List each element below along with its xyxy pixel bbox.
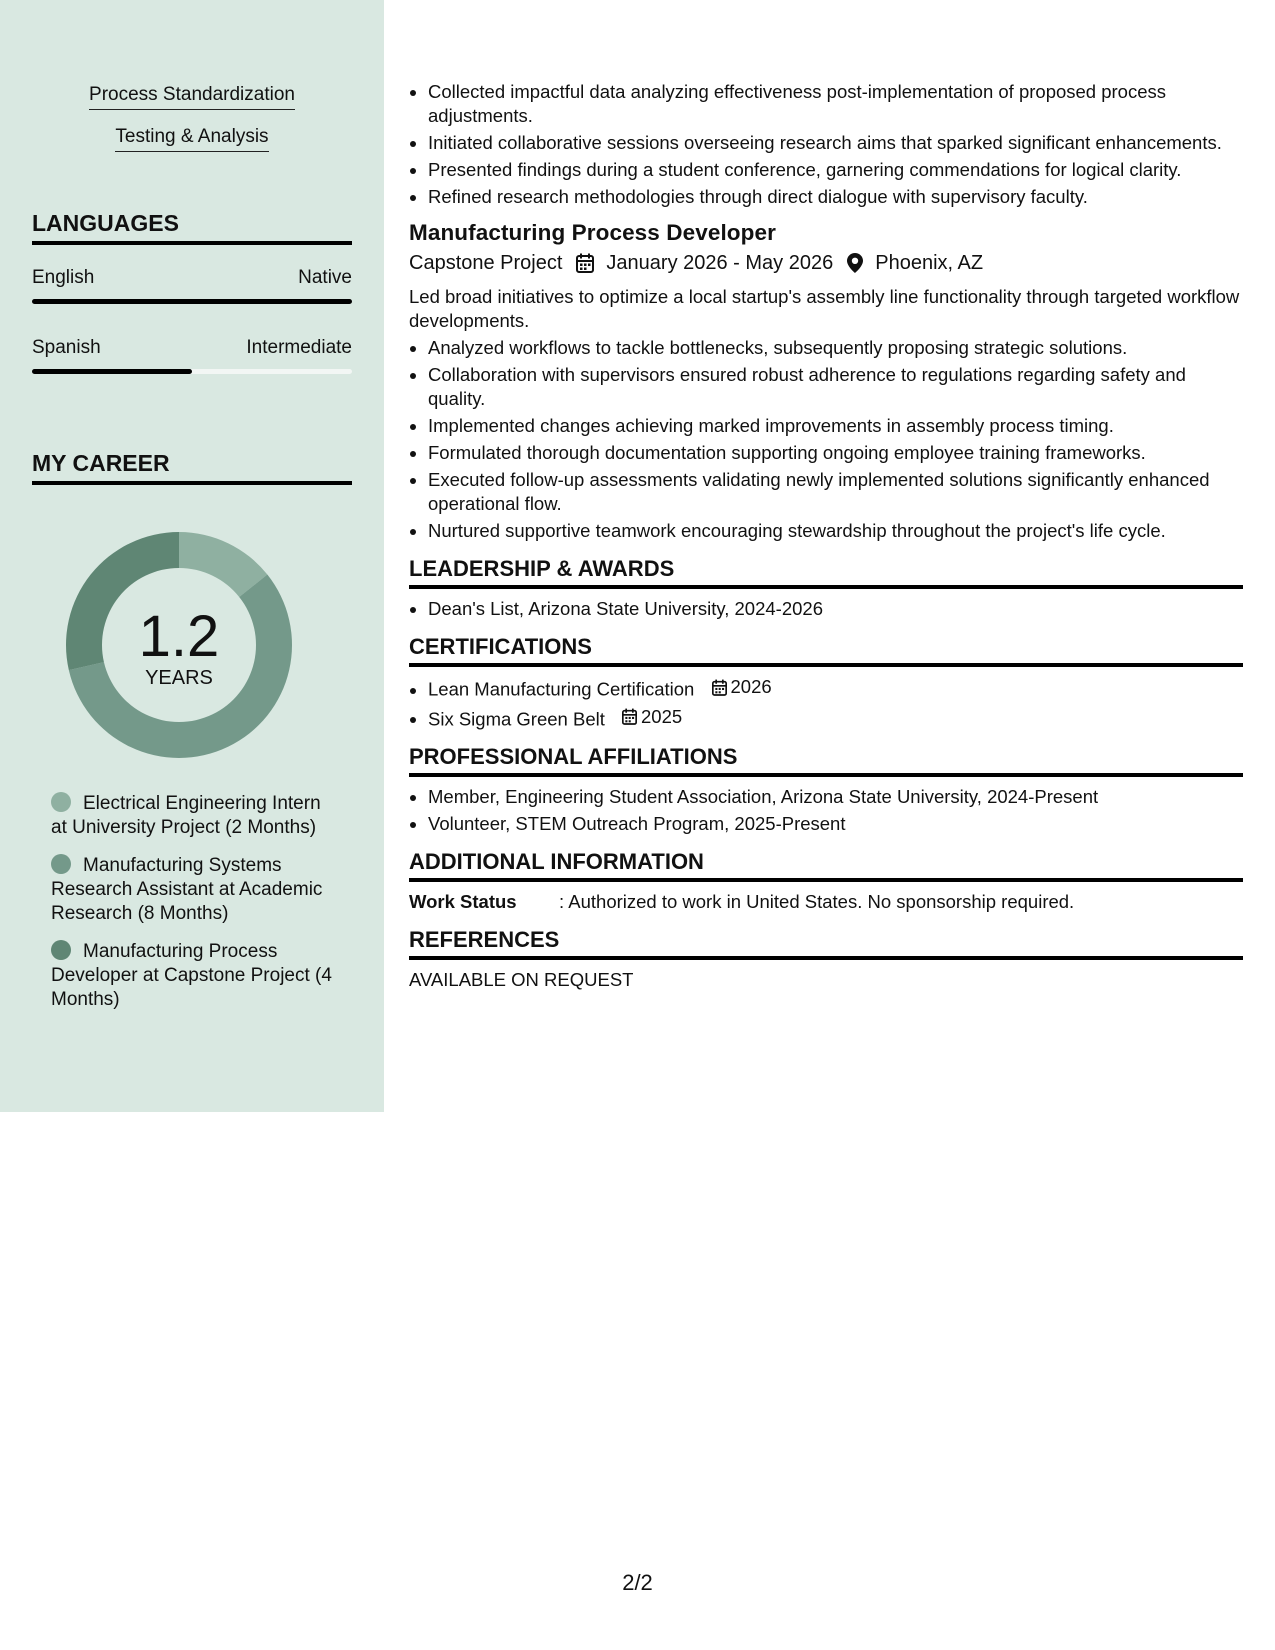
additional-info-row (409, 890, 1243, 914)
career-total: 1.2 (138, 604, 220, 669)
references-text: AVAILABLE ON REQUEST (409, 969, 634, 990)
language-bar-fill (32, 369, 192, 374)
skills-list (0, 84, 384, 168)
calendar-icon (712, 679, 727, 696)
job-bullets (409, 336, 1243, 543)
list-item: • Volunteer, STEM Outreach Program, 2025-Present (428, 812, 1243, 836)
certifications-list (409, 675, 1243, 731)
certification-year: 2025 (641, 705, 683, 727)
additional-info-heading: ADDITIONAL INFORMATION (409, 850, 1243, 882)
job-org: Capstone Project (409, 252, 563, 274)
career-unit: YEARS (145, 667, 213, 689)
job-location: Phoenix, AZ (875, 252, 984, 274)
calendar-icon (622, 708, 637, 725)
language-bar (32, 299, 352, 304)
list-item: • Implemented changes achieving marked improvements in assembly process timing. (428, 414, 1243, 438)
page-number: 2/2 (622, 1570, 653, 1595)
location-pin-icon (847, 253, 863, 273)
certification-year: 2026 (730, 676, 772, 697)
list-item: • Formulated thorough documentation supporting ongoing employee training frameworks. (428, 441, 1243, 465)
languages-heading: LANGUAGES (32, 210, 352, 245)
job-title: Manufacturing Process Developer (409, 220, 776, 245)
list-item: • Presented findings during a student conference, garnering commendations for logical clarity. (428, 158, 1243, 182)
list-item: • Collected impactful data analyzing effectiveness post-implementation of proposed process adjustments. (428, 80, 1243, 128)
sidebar (0, 0, 384, 1112)
list-item: • Executed follow-up assessments validating newly implemented solutions significantly enhanced operational flow. (428, 468, 1243, 516)
calendar-icon (576, 253, 594, 273)
main-content (409, 80, 1243, 992)
language-name: English (32, 267, 95, 288)
previous-job-bullets (409, 80, 1243, 209)
certification-name: Lean Manufacturing Certification (428, 678, 695, 700)
affiliations-list (409, 785, 1243, 836)
career-heading: MY CAREER (32, 450, 352, 485)
language-level: Intermediate (246, 337, 352, 358)
career-donut-chart (66, 532, 292, 758)
career-legend (51, 792, 341, 1026)
language-level: Native (298, 267, 352, 288)
list-item: • Refined research methodologies through direct dialogue with supervisory faculty. (428, 185, 1243, 209)
career-legend-label: Manufacturing Systems Research Assistant at Academic Research (8 Months) (51, 855, 323, 924)
list-item: • Analyzed workflows to tackle bottlenecks, subsequently proposing strategic solutions. (428, 336, 1243, 360)
certifications-heading: CERTIFICATIONS (409, 635, 1243, 667)
list-item: • Nurtured supportive teamwork encouraging stewardship throughout the project's life cycle. (428, 519, 1243, 543)
legend-dot-icon (51, 854, 71, 874)
list-item: • Collaboration with supervisors ensured robust adherence to regulations regarding safety and quality. (428, 363, 1243, 411)
work-status-label: Work Status (409, 891, 517, 912)
job-dates: January 2026 - May 2026 (606, 252, 834, 274)
career-legend-label: Manufacturing Process Developer at Capstone Project (4 Months) (51, 941, 332, 1010)
list-item: • Initiated collaborative sessions overseeing research aims that sparked significant enhancements. (428, 131, 1243, 155)
career-legend-item (51, 940, 341, 1012)
work-status-value: : Authorized to work in United States. No sponsorship required. (559, 891, 1075, 912)
language-bar (32, 369, 352, 374)
job-meta (409, 251, 1243, 275)
references-heading: REFERENCES (409, 928, 1243, 960)
career-legend-label: Electrical Engineering Intern at University Project (2 Months) (51, 793, 321, 838)
language-english (32, 267, 352, 304)
list-item: • Member, Engineering Student Association, Arizona State University, 2024-Present (428, 785, 1243, 809)
career-legend-item (51, 854, 341, 926)
certification-name: Six Sigma Green Belt (428, 708, 605, 729)
list-item: • Dean's List, Arizona State University, 2024-2026 (428, 597, 1243, 621)
legend-dot-icon (51, 940, 71, 960)
leadership-heading: LEADERSHIP & AWARDS (409, 557, 1243, 589)
language-name: Spanish (32, 337, 101, 358)
affiliations-heading: PROFESSIONAL AFFILIATIONS (409, 745, 1243, 777)
certification-item (428, 675, 1243, 702)
language-spanish (32, 337, 352, 374)
leadership-list (409, 597, 1243, 621)
skill-item: Process Standardization (89, 84, 295, 110)
certification-item (428, 705, 1243, 732)
career-legend-item (51, 792, 341, 840)
skill-item: Testing & Analysis (115, 126, 268, 152)
language-bar-fill (32, 299, 352, 304)
legend-dot-icon (51, 792, 71, 812)
job-description: Led broad initiatives to optimize a local startup's assembly line functionality through targeted workflow developments. (409, 286, 1240, 331)
